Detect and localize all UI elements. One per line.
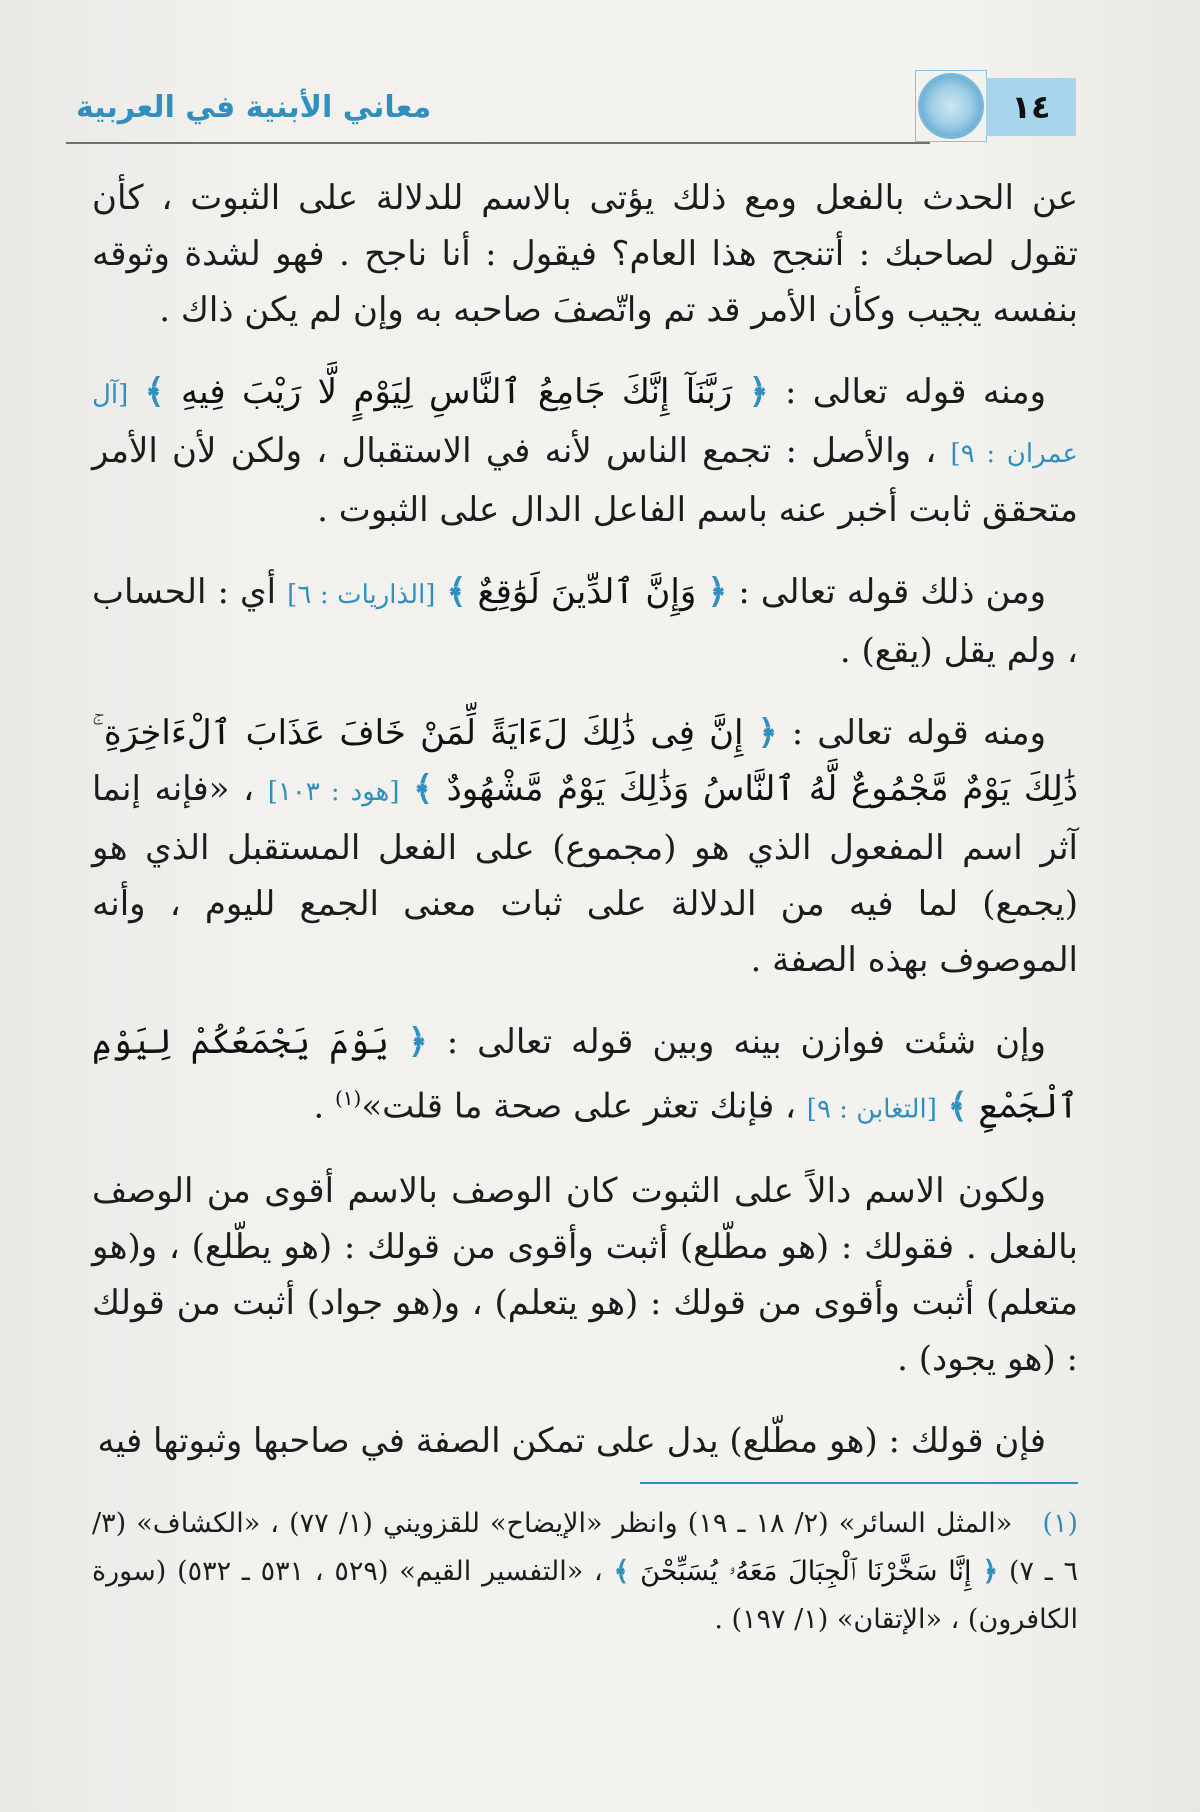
footnote-text-2: ، «التفسير القيم» (٥٢٩ ، ٥٣١ ـ ٥٣٢) (سورة الكافرون) ، «الإتقان» (١/ ١٩٧) . <box>92 1556 1078 1635</box>
quran-bracket-open: ﴿ <box>982 1556 999 1587</box>
quran-verse: رَبَّنَآ إِنَّكَ جَامِعُ ٱلنَّاسِ لِيَوْمٍ لَّا رَيْبَ فِيهِ <box>180 372 733 412</box>
paragraph-3-rest: أي : الحساب ، ولم يقل (يقع) . <box>92 572 1078 671</box>
paragraph-5-intro: وإن شئت فوازن بينه وبين قوله تعالى : <box>446 1022 1046 1062</box>
paragraph-6: ولكون الاسم دالاً على الثبوت كان الوصف بالاسم أقوى من الوصف بالفعل . فقولك : (هو مطّلع) أثبت وأقوى من قولك : (هو يطّلع) ، و(هو متعلم) أثبت وأقوى من قولك : (هو يتعلم) ، و(هو جواد) أثبت من قولك : (هو يجود) . <box>92 1171 1079 1380</box>
verse-reference: [هود : ١٠٣] <box>267 777 400 807</box>
footnote <box>92 1500 1078 1644</box>
verse-reference: [التغابن : ٩] <box>806 1094 937 1125</box>
verse-reference: [آل عمران : ٩] <box>92 380 1078 469</box>
quran-verse: إِنَّا سَخَّرْنَا ٱلْجِبَالَ مَعَهُۥ يُسَبِّحْنَ <box>640 1556 972 1587</box>
paragraph-3 <box>92 564 1078 679</box>
footnote-1 <box>92 1500 1078 1644</box>
paragraph-4 <box>92 705 1078 988</box>
footnote-number: (١) <box>1042 1508 1079 1539</box>
ornament-icon <box>918 73 984 139</box>
quran-bracket-open: ﴿ <box>757 713 778 753</box>
quran-bracket-close: ﴾ <box>144 372 165 412</box>
paragraph-5-end: . <box>313 1086 325 1127</box>
quran-verse: إِنَّ فِى ذَٰلِكَ لَءَايَةً لِّمَنْ خَافَ عَذَابَ ٱلْءَاخِرَةِ ۚ ذَٰلِكَ يَوْمٌ مَّجْمُوعٌ لَّهُ ٱلنَّاسُ وَذَٰلِكَ يَوْمٌ مَّشْهُودٌ <box>92 713 1079 809</box>
quran-verse: وَإِنَّ ٱلدِّينَ لَوَٰقِعٌ <box>477 572 697 612</box>
paragraph-2-rest: ، والأصل : تجمع الناس لأنه في الاستقبال ، ولكن لأن الأمر متحقق ثابت أخبر عنه باسم الفاعل الدال على الثبوت . <box>92 431 1078 530</box>
paragraph-5-rest: ، فإنك تعثر على صحة ما قلت» <box>361 1086 796 1127</box>
paragraph-2 <box>92 364 1078 538</box>
quran-bracket-close: ﴾ <box>947 1086 968 1127</box>
verse-reference: [الذاريات : ٦] <box>287 580 436 610</box>
main-text <box>92 170 1078 1495</box>
paragraph-1: عن الحدث بالفعل ومع ذلك يؤتى بالاسم للدلالة على الثبوت ، كأن تقول لصاحبك : أتنجح هذا العام؟ فيقول : أنا ناجح . فهو لشدة وثوقه بنفسه يجيب وكأن الأمر قد تم واتّصفَ صاحبه به وإن لم يكن ذاك . <box>92 178 1078 330</box>
header-divider <box>66 142 930 144</box>
running-title: معاني الأبنية في العربية <box>76 90 432 125</box>
quran-bracket-close: ﴾ <box>413 769 433 809</box>
quran-bracket-open: ﴿ <box>748 372 769 412</box>
paragraph-3-intro: ومن ذلك قوله تعالى : <box>738 572 1047 612</box>
paragraph-4-rest: ، «فإنه إنما آثر اسم المفعول الذي هو (مجموع) على الفعل المستقبل الذي هو (يجمع) لما فيه من الدلالة على ثبات معنى الجمع لليوم ، وأنه الموصوف بهذه الصفة . <box>92 769 1078 980</box>
quran-verse: يَوْمَ يَجْمَعُكُمْ لِيَوْمِ ٱلْجَمْعِ <box>92 1022 1078 1127</box>
paragraph-4-intro: ومنه قوله تعالى : <box>791 713 1047 753</box>
paragraph-7: فإن قولك : (هو مطّلع) يدل على تمكن الصفة في صاحبها وثبوتها فيه <box>97 1421 1046 1462</box>
quran-bracket-open: ﴿ <box>407 1022 428 1062</box>
page-header <box>66 70 1076 145</box>
paragraph-5 <box>92 1014 1078 1137</box>
footnote-divider <box>640 1482 1078 1484</box>
quran-bracket-open: ﴿ <box>707 572 728 612</box>
quran-bracket-close: ﴾ <box>446 572 467 612</box>
page-number: ١٤ <box>986 78 1076 136</box>
footnote-text-1: «المثل السائر» (٢/ ١٨ ـ ١٩) وانظر «الإيضاح» للقزويني (١/ ٧٧) ، «الكشاف» (٣/ ٦ ـ ٧) <box>92 1508 1079 1587</box>
paragraph-2-intro: ومنه قوله تعالى : <box>784 372 1046 412</box>
footnote-marker[interactable]: (١) <box>334 1086 362 1110</box>
quran-bracket-close: ﴾ <box>613 1556 630 1587</box>
